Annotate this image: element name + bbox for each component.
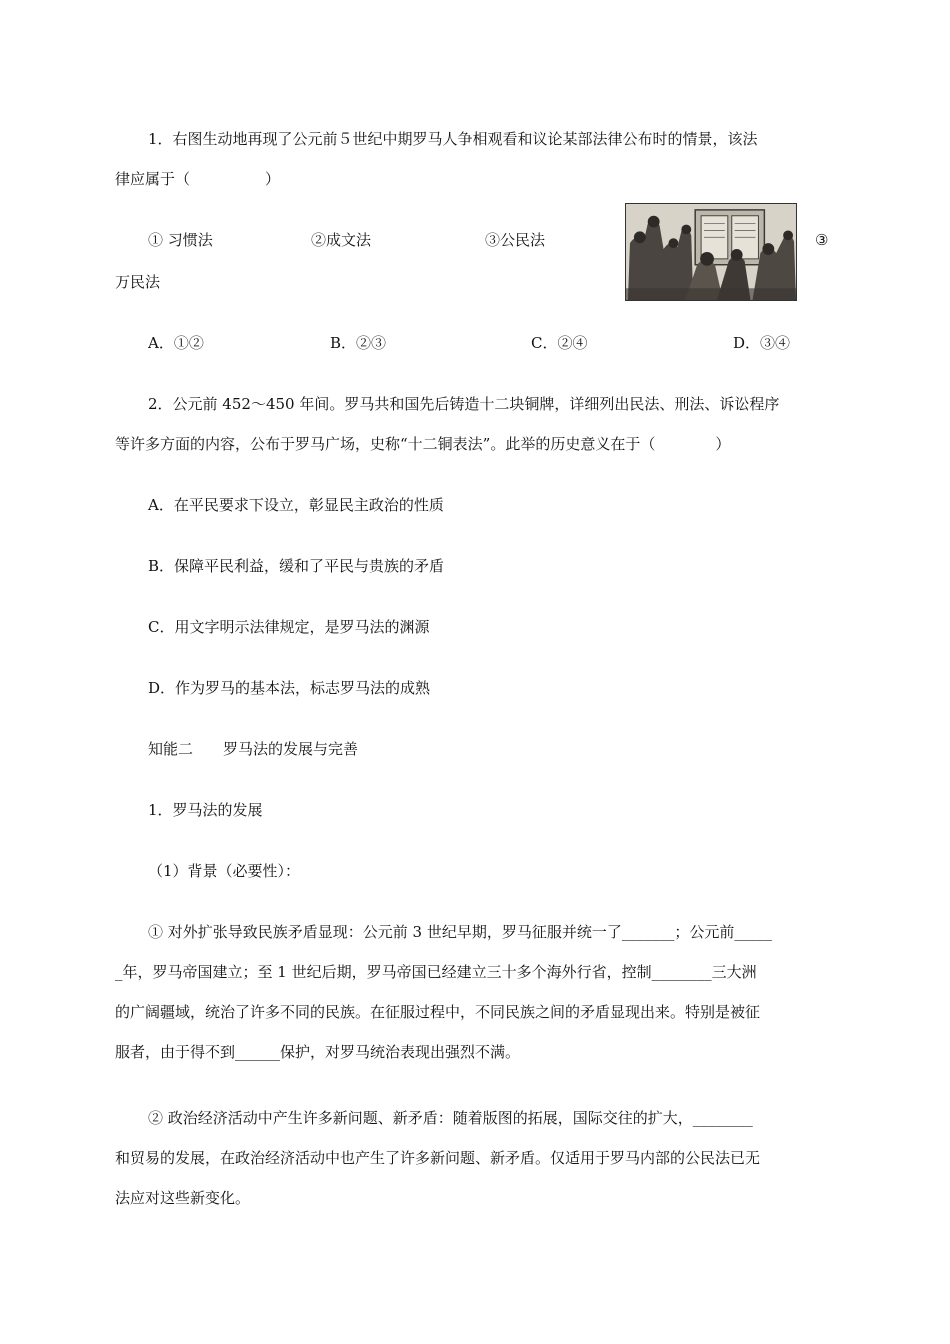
roman-crowd-engraving [625, 203, 797, 301]
q1-item-4-wrap: 万民法 [115, 273, 161, 291]
para2-line-1: ② 政治经济活动中产生许多新问题、新矛盾：随着版图的拓展，国际交往的扩大，________ [148, 1109, 753, 1127]
q1-line-1: 1．右图生动地再现了公元前５世纪中期罗马人争相观看和议论某部法律公布时的情景，该法 [148, 130, 758, 148]
q2-option-b: B．保障平民利益，缓和了平民与贵族的矛盾 [148, 557, 445, 575]
q1-option-a: A．①② [148, 334, 204, 352]
q2-option-a: A．在平民要求下设立，彰显民主政治的性质 [148, 496, 444, 514]
section-sub-2: （1）背景（必要性）： [148, 862, 301, 880]
para2-line-3: 法应对这些新变化。 [115, 1189, 251, 1207]
para1-line-3: 的广阔疆域，统治了许多不同的民族。在征服过程中，不同民族之间的矛盾显现出来。特别是被征 [115, 1003, 761, 1021]
q1-item-3: ③公民法 [485, 231, 546, 249]
q1-item-4: ③ [815, 231, 829, 249]
para2-line-2: 和贸易的发展，在政治经济活动中也产生了许多新问题、新矛盾。仅适用于罗马内部的公民法已无 [115, 1149, 761, 1167]
q1-option-b: B．②③ [330, 334, 387, 352]
para1-line-2: _年，罗马帝国建立；至 1 世纪后期，罗马帝国已经建立三十多个海外行省，控制________三大洲 [115, 963, 757, 981]
q2-line-2: 等许多方面的内容，公布于罗马广场，史称“十二铜表法”。此举的历史意义在于（ ） [115, 435, 731, 453]
q1-line-2: 律应属于（ ） [115, 170, 281, 188]
q2-option-d: D．作为罗马的基本法，标志罗马法的成熟 [148, 679, 431, 697]
q2-option-c: C．用文字明示法律规定，是罗马法的渊源 [148, 618, 430, 636]
section-heading: 知能二 罗马法的发展与完善 [148, 740, 359, 758]
q1-item-2: ②成文法 [311, 231, 372, 249]
q1-item-1: ① 习惯法 [148, 231, 213, 249]
q1-option-c: C．②④ [531, 334, 588, 352]
para1-line-4: 服者，由于得不到______保护，对罗马统治表现出强烈不满。 [115, 1043, 521, 1061]
para1-line-1: ① 对外扩张导致民族矛盾显现：公元前 3 世纪早期，罗马征服并统一了_______；公元前_____ [148, 923, 772, 941]
q1-option-d: D．③④ [733, 334, 791, 352]
section-sub-1: 1．罗马法的发展 [148, 801, 263, 819]
q2-line-1: 2．公元前 452～450 年间。罗马共和国先后铸造十二块铜牌，详细列出民法、刑法、诉讼程序 [148, 395, 780, 413]
